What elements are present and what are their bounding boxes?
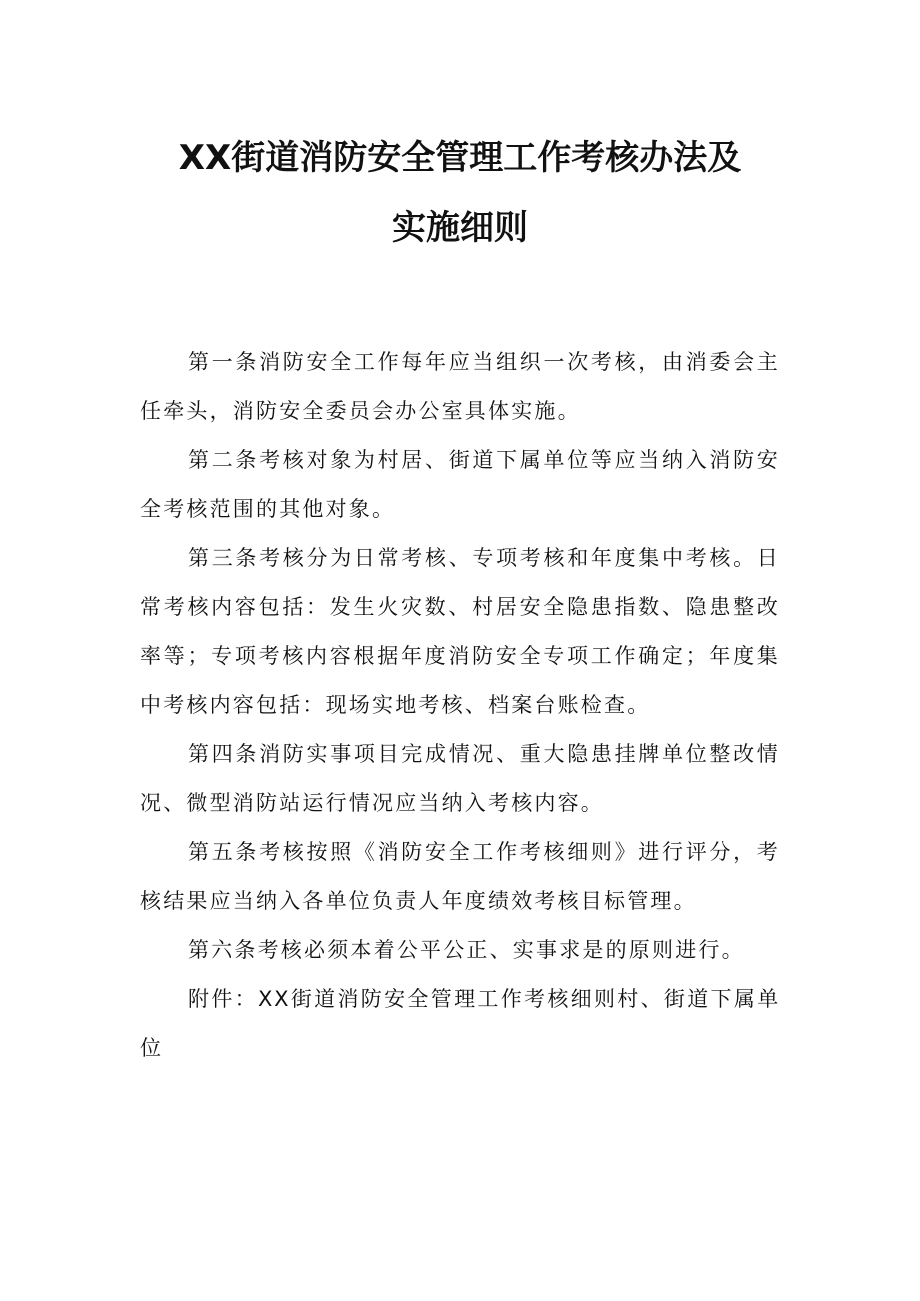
article-5: 第五条考核按照《消防安全工作考核细则》进行评分，考核结果应当纳入各单位负责人年度绩效考核目标管理。	[140, 840, 780, 913]
title-line-2: 实施细则	[392, 208, 528, 248]
attachment-note: 附件：XX街道消防安全管理工作考核细则村、街道下属单位	[140, 987, 780, 1060]
article-4: 第四条消防实事项目完成情况、重大隐患挂牌单位整改情况、微型消防站运行情况应当纳入考核内容。	[140, 742, 780, 815]
document-body	[140, 338, 780, 1073]
title-line-1: XX街道消防安全管理工作考核办法及	[178, 138, 742, 178]
article-3: 第三条考核分为日常考核、专项考核和年度集中考核。日常考核内容包括：发生火灾数、村居安全隐患指数、隐患整改率等；专项考核内容根据年度消防安全专项工作确定；年度集中考核内容包括：现场实地考核、档案台账检查。	[140, 546, 780, 717]
document-title	[140, 0, 780, 258]
article-2: 第二条考核对象为村居、街道下属单位等应当纳入消防安全考核范围的其他对象。	[140, 448, 780, 521]
article-6: 第六条考核必须本着公平公正、实事求是的原则进行。	[188, 938, 745, 962]
article-1: 第一条消防安全工作每年应当组织一次考核，由消委会主任牵头，消防安全委员会办公室具体实施。	[140, 350, 780, 423]
